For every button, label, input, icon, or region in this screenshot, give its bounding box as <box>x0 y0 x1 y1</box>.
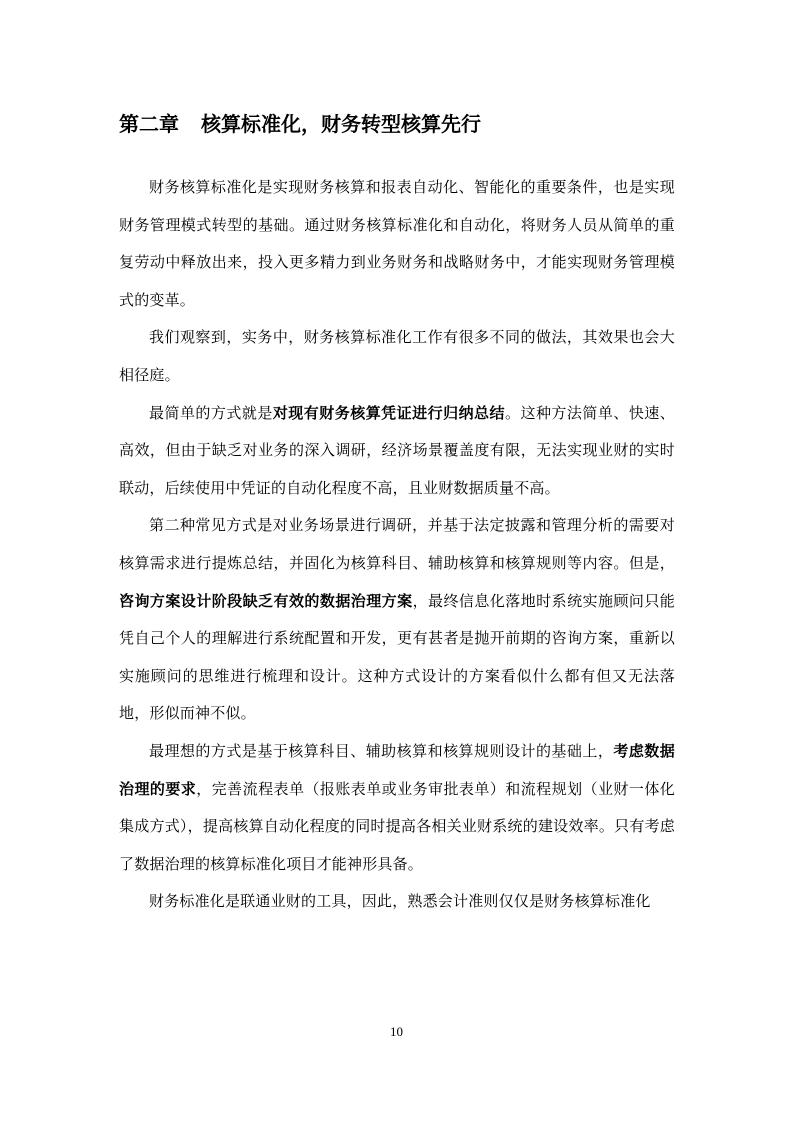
paragraph-5 <box>119 733 675 883</box>
paragraph-6 <box>119 883 675 921</box>
paragraph-6-text: 财务标准化是联通业财的工具，因此，熟悉会计准则仅仅是财务核算标准化 <box>149 892 651 911</box>
paragraph-3-text-a: 最简单的方式就是 <box>149 403 273 422</box>
paragraph-4-emphasis: 咨询方案设计阶段缺乏有效的数据治理方案 <box>119 591 413 610</box>
chapter-number: 第二章 <box>119 112 179 136</box>
paragraph-4-text-b: ，最终信息化落地时系统实施顾问只能凭自己个人的理解进行系统配置和开发，更有甚者是抛开前期的咨询方案，重新以实施顾问的思维进行梳理和设计。这种方式设计的方案看似什么都有但又无法落地，形似而神不似。 <box>119 591 675 723</box>
paragraph-2 <box>119 319 675 394</box>
paragraph-3-text-b: 。这种方法简单、快速、高效，但由于缺乏对业务的深入调研，经济场景覆盖度有限，无法实现业财的实时联动，后续使用中凭证的自动化程度不高，且业财数据质量不高。 <box>119 403 675 497</box>
paragraph-5-emphasis: 考虑数据治理的要求 <box>119 741 675 798</box>
paragraph-4 <box>119 507 675 733</box>
paragraph-3-emphasis: 对现有财务核算凭证进行归纳总结 <box>272 403 505 422</box>
page-number: 10 <box>390 1024 403 1039</box>
paragraph-4-text-a: 第二种常见方式是对业务场景进行调研，并基于法定披露和管理分析的需要对核算需求进行提炼总结，并固化为核算科目、辅助核算和核算规则等内容。但是， <box>119 516 675 572</box>
chapter-title-text: 核算标准化，财务转型核算先行 <box>201 112 481 136</box>
chapter-title <box>119 108 679 140</box>
body-text <box>119 169 675 921</box>
paragraph-1 <box>119 169 675 319</box>
paragraph-3 <box>119 395 675 508</box>
paragraph-2-text: 我们观察到，实务中，财务核算标准化工作有很多不同的做法，其效果也会大相径庭。 <box>119 328 675 384</box>
paragraph-5-text-a: 最理想的方式是基于核算科目、辅助核算和核算规则设计的基础上， <box>149 741 614 760</box>
paragraph-1-text: 财务核算标准化是实现财务核算和报表自动化、智能化的重要条件，也是实现财务管理模式转型的基础。通过财务核算标准化和自动化，将财务人员从简单的重复劳动中释放出来，投入更多精力到业务财务和战略财务中，才能实现财务管理模式的变革。 <box>119 178 675 309</box>
paragraph-5-text-b: ，完善流程表单（报账表单或业务审批表单）和流程规划（业财一体化集成方式），提高核算自动化程度的同时提高各相关业财系统的建设效率。只有考虑了数据治理的核算标准化项目才能神形具备。 <box>119 779 675 873</box>
